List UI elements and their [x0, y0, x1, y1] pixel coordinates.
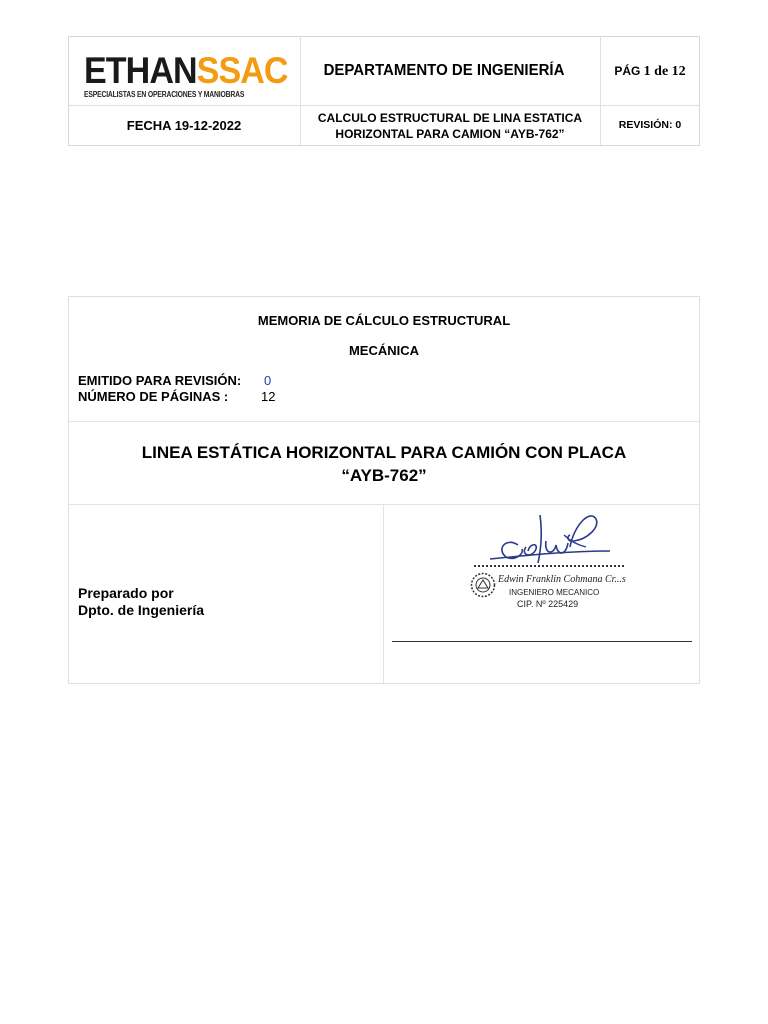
cover-title [68, 441, 700, 487]
revision-number: REVISIÓN: 0 [618, 119, 682, 131]
pages-value: 12 [261, 389, 276, 404]
document-date: FECHA 19-12-2022 [126, 118, 242, 133]
page-label: PÁG [614, 64, 641, 78]
engineer-name: Edwin Franklin Cohmana Cr...s [498, 574, 626, 585]
memoria-heading: MEMORIA DE CÁLCULO ESTRUCTURAL [257, 313, 511, 328]
prepared-by-department: Dpto. de Ingeniería [78, 602, 205, 618]
signature-line [392, 641, 692, 642]
page-value: 1 de 12 [643, 64, 686, 79]
stamp-dotted-line [474, 565, 624, 567]
header-divider [69, 105, 699, 106]
document-title-line: CALCULO ESTRUCTURAL DE LINA ESTATICA [317, 111, 583, 125]
cover-divider [69, 421, 699, 422]
logo-tagline: ESPECIALISTAS EN OPERACIONES Y MANIOBRAS [84, 90, 245, 99]
cover-divider [383, 504, 384, 683]
emitted-value: 0 [264, 373, 272, 388]
document-title [300, 110, 600, 142]
document-title-line: HORIZONTAL PARA CAMION “AYB-762” [335, 127, 565, 141]
prepared-by [78, 585, 204, 619]
department-title: DEPARTAMENTO DE INGENIERÍA [323, 61, 565, 80]
logo-wordmark: ETHANSSAC [84, 50, 288, 91]
page-number [600, 64, 700, 80]
engineer-cip: CIP. Nº 225429 [517, 599, 579, 609]
emitted-label: EMITIDO PARA REVISIÓN: [78, 373, 242, 388]
prepared-by-label: Preparado por [78, 585, 174, 601]
cover-title-line: LINEA ESTÁTICA HORIZONTAL PARA CAMIÓN CON PLACA [141, 443, 627, 462]
emission-labels [78, 373, 241, 405]
pages-label: NÚMERO DE PÁGINAS : [78, 389, 229, 404]
engineer-seal-icon [470, 572, 496, 598]
discipline-heading: MECÁNICA [348, 343, 420, 358]
cover-title-line: “AYB-762” [341, 466, 427, 485]
company-logo [84, 50, 288, 100]
engineer-title: INGENIERO MECANICO [509, 588, 600, 597]
